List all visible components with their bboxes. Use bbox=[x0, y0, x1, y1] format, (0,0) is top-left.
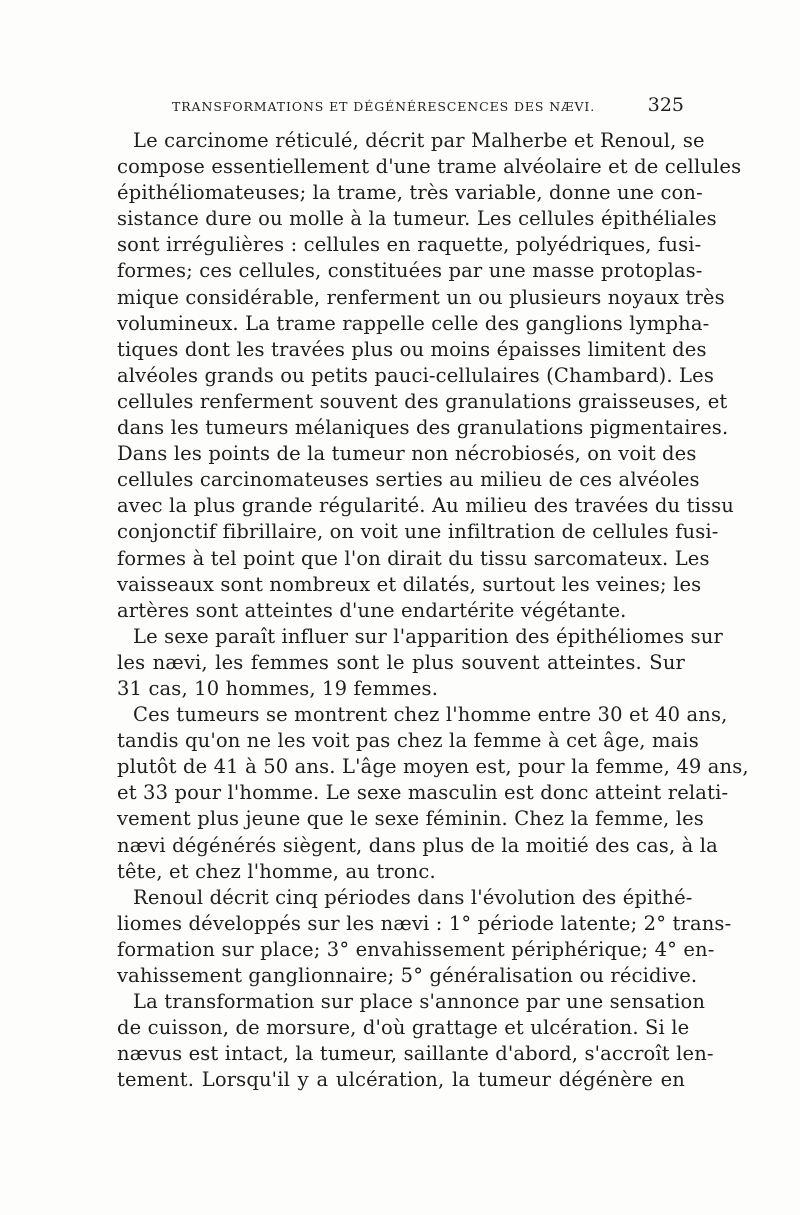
text-line: Dans les points de la tumeur non nécrobiosés, on voit des bbox=[117, 442, 697, 466]
paragraph bbox=[117, 702, 749, 885]
text-line: formes; ces cellules, constituées par une masse protoplas- bbox=[117, 259, 703, 283]
text-line: les nævi, les femmes sont le plus souvent atteintes. Sur bbox=[117, 650, 685, 674]
text-line: artères sont atteintes d'une endartérite végétante. bbox=[117, 598, 627, 622]
text-line: tandis qu'on ne les voit pas chez la femme à cet âge, mais bbox=[117, 729, 699, 753]
text-line: vahissement ganglionnaire; 5° généralisation ou récidive. bbox=[117, 964, 698, 987]
text-line: tiques dont les travées plus ou moins épaisses limitent des bbox=[117, 337, 707, 361]
text-line: cellules renferment souvent des granulations graisseuses, et bbox=[117, 389, 728, 413]
text-line: cellules carcinomateuses serties au milieu de ces alvéoles bbox=[117, 468, 700, 492]
paragraph bbox=[117, 128, 742, 624]
text-line: formation sur place; 3° envahissement périphérique; 4° en- bbox=[117, 937, 715, 961]
text-line: formes à tel point que l'on dirait du tissu sarcomateux. Les bbox=[117, 546, 710, 570]
text-line: Le sexe paraît influer sur l'apparition des épithéliomes sur bbox=[133, 624, 723, 648]
body-text bbox=[117, 128, 749, 1093]
text-line: liomes développés sur les nævi : 1° période latente; 2° trans- bbox=[117, 911, 732, 935]
running-header bbox=[172, 94, 684, 116]
running-title: TRANSFORMATIONS ET DÉGÉNÉRESCENCES DES NÆVI. bbox=[172, 99, 596, 114]
text-line: compose essentiellement d'une trame alvéolaire et de cellules bbox=[117, 155, 742, 179]
text-line: sont irrégulières : cellules en raquette, polyédriques, fusi- bbox=[117, 233, 702, 257]
text-line: Le carcinome réticulé, décrit par Malherbe et Renoul, se bbox=[133, 129, 705, 152]
text-line: conjonctif fibrillaire, on voit une infiltration de cellules fusi- bbox=[117, 520, 719, 544]
text-line: avec la plus grande régularité. Au milieu des travées du tissu bbox=[117, 494, 734, 518]
text-line: La transformation sur place s'annonce par une sensation bbox=[133, 990, 706, 1014]
text-line: tement. Lorsqu'il y a ulcération, la tumeur dégénère en bbox=[117, 1068, 685, 1092]
paragraph bbox=[117, 989, 714, 1093]
text-line: nævus est intact, la tumeur, saillante d'abord, s'accroît len- bbox=[117, 1042, 714, 1066]
text-line: épithéliomateuses; la trame, très variable, donne une con- bbox=[117, 181, 703, 205]
text-line: de cuisson, de morsure, d'où grattage et ulcération. Si le bbox=[117, 1016, 690, 1040]
page-number: 325 bbox=[647, 94, 684, 116]
text-line: 31 cas, 10 hommes, 19 femmes. bbox=[117, 676, 439, 700]
text-line: vaisseaux sont nombreux et dilatés, surtout les veines; les bbox=[117, 572, 702, 596]
text-line: mique considérable, renferment un ou plusieurs noyaux très bbox=[117, 285, 725, 309]
text-line: Ces tumeurs se montrent chez l'homme entre 30 et 40 ans, bbox=[133, 703, 728, 727]
text-line: alvéoles grands ou petits pauci-cellulaires (Chambard). Les bbox=[117, 363, 714, 387]
text-line: plutôt de 41 à 50 ans. L'âge moyen est, pour la femme, 49 ans, bbox=[117, 755, 749, 779]
paragraph bbox=[117, 885, 732, 989]
text-line: Renoul décrit cinq périodes dans l'évolution des épithé- bbox=[133, 885, 693, 909]
paragraph bbox=[117, 624, 723, 702]
text-line: vement plus jeune que le sexe féminin. Chez la femme, les bbox=[117, 807, 704, 831]
text-line: nævi dégénérés siègent, dans plus de la moitié des cas, à la bbox=[117, 833, 718, 857]
text-line: volumineux. La trame rappelle celle des ganglions lympha- bbox=[117, 311, 710, 335]
text-line: sistance dure ou molle à la tumeur. Les cellules épithéliales bbox=[117, 207, 717, 231]
text-line: tête, et chez l'homme, au tronc. bbox=[117, 859, 436, 883]
text-line: et 33 pour l'homme. Le sexe masculin est donc atteint relati- bbox=[117, 781, 729, 805]
text-line: dans les tumeurs mélaniques des granulations pigmentaires. bbox=[117, 416, 729, 440]
